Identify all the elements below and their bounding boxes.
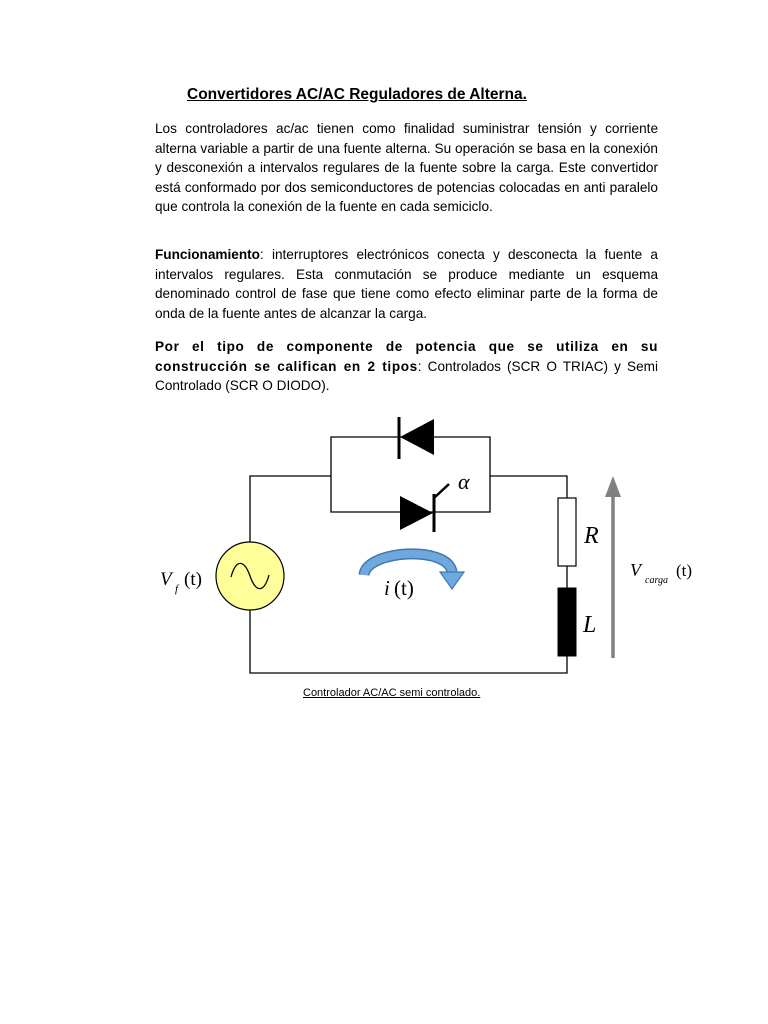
current-arrow-icon	[364, 554, 464, 589]
inductor-icon	[558, 588, 576, 656]
source-voltage-subscript: f	[175, 583, 179, 595]
resistor-label: R	[584, 523, 599, 549]
source-voltage-arg: (t)	[184, 569, 202, 590]
load-voltage-label: V	[630, 560, 641, 580]
load-voltage-subscript: carga	[645, 575, 668, 586]
current-arg: (t)	[394, 576, 414, 600]
scr-icon	[400, 484, 449, 532]
alpha-label: α	[458, 469, 470, 494]
paragraph-intro: Los controladores ac/ac tienen como finalidad suministrar tensión y corriente alterna variable a partir de una fuente alterna. Su operación se basa en la conexión y desconexión a intervalos regulares de la fuente sobre la carga. Este convertidor está conformado por dos semiconductores de potencias colocadas en anti paralelo que controla la conexión de la fuente en cada semiciclo.	[155, 121, 658, 215]
current-label: i	[384, 576, 390, 600]
source-voltage-label: V	[160, 569, 172, 590]
load-voltage-arg: (t)	[676, 561, 693, 580]
funcionamiento-text: : interruptores electrónicos conecta y desconecta la fuente a intervalos regulares. Esta conmutación se produce mediante un esquema denominado control de fase que tiene como efecto eliminar parte de la forma de onda de la fuente antes de alcanzar la carga.	[155, 247, 658, 321]
funcionamiento-label: Funcionamiento	[155, 247, 260, 262]
tipos-text: : Controlados (SCR O TRIAC) y Semi Controlado (SCR O DIODO).	[155, 358, 658, 394]
voltage-arrow-icon	[605, 476, 621, 658]
tipos-label: Por el tipo de componente de potencia que se utiliza en su construcción se califican en 2 tipos	[155, 339, 658, 374]
diode-icon	[399, 417, 434, 459]
inductor-label: L	[583, 612, 597, 638]
page-title: Convertidores AC/AC Reguladores de Alterna.	[187, 86, 527, 103]
resistor-icon	[558, 498, 576, 566]
figure-caption: Controlador AC/AC semi controlado.	[303, 687, 481, 699]
ac-source-icon	[216, 542, 284, 610]
